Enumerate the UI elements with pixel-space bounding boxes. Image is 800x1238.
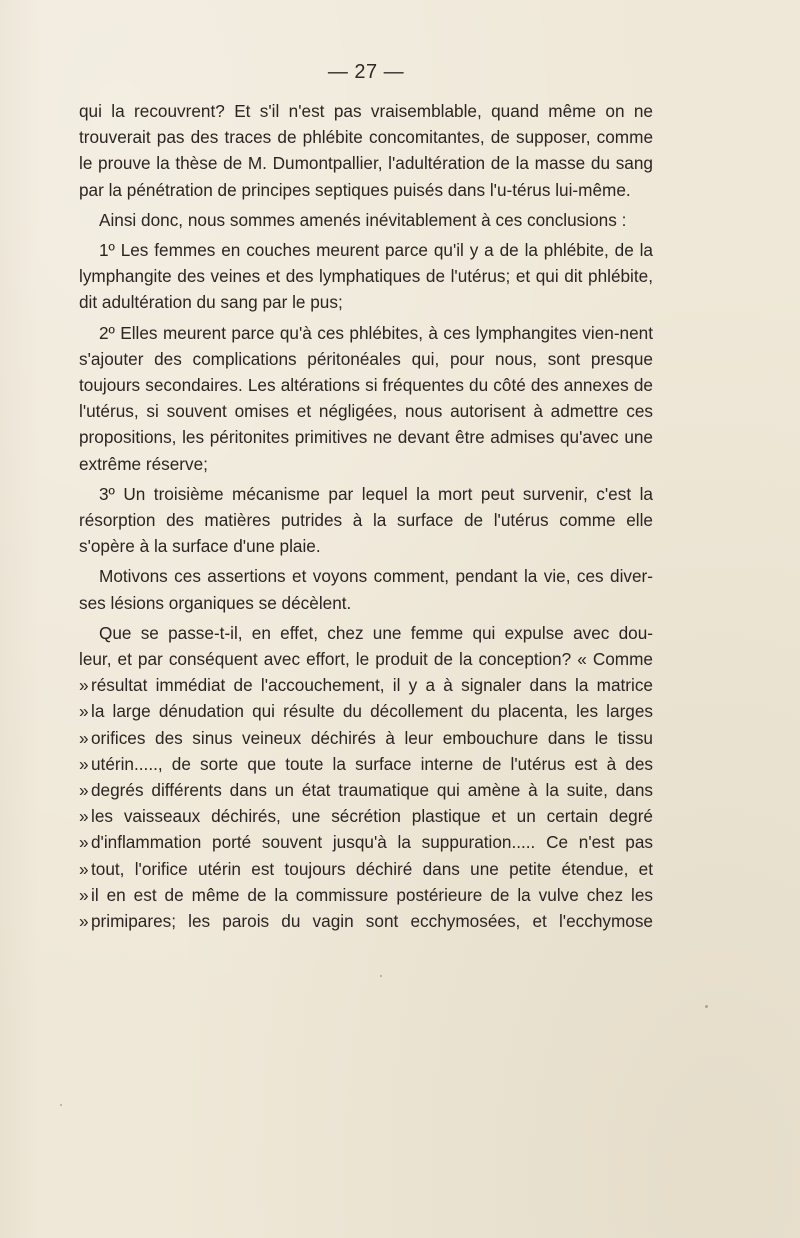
paragraph-conclusion-1: 1º Les femmes en couches meurent parce qu'il y a de la phlébite, de la lymphangite des veines et des lymphatiques de l'utérus; et qui dit phlébite, dit adultération du sang par le pus; — [79, 240, 653, 313]
quote-text: résultat immédiat de l'accouchement, il y a à signaler dans la matrice — [91, 675, 653, 696]
paragraph-conclusions-intro: Ainsi donc, nous sommes amenés inévitablement à ces conclusions : — [99, 209, 627, 230]
page-number: — 27 — — [327, 61, 405, 83]
paragraph-question-line-2: leur, et par conséquent avec effort, le produit de la conception? « Comme — [79, 649, 653, 670]
paragraph-question-line-1: Que se passe-t-il, en effet, chez une femme qui expulse avec dou- — [99, 622, 653, 643]
quote-line — [79, 908, 653, 934]
quotation-block — [79, 672, 653, 934]
quote-mark: » — [79, 675, 89, 696]
quote-mark: » — [79, 858, 89, 879]
paragraph-motivation: Motivons ces assertions et voyons comment, pendant la vie, ces diver-ses lésions organiques se décèlent. — [79, 566, 653, 613]
quote-line — [79, 751, 653, 777]
paper-speck — [60, 1104, 62, 1106]
quote-line — [79, 856, 653, 882]
paper-speck — [380, 975, 382, 977]
quote-text: utérin....., de sorte que toute la surface interne de l'utérus est à des — [91, 753, 653, 774]
quote-mark: » — [79, 780, 89, 801]
quote-line — [79, 725, 653, 751]
quote-line — [79, 829, 653, 855]
quote-line — [79, 803, 653, 829]
quote-mark: » — [79, 832, 89, 853]
quote-mark: » — [79, 701, 89, 722]
quote-mark: » — [79, 884, 89, 905]
quote-line — [79, 882, 653, 908]
quote-mark: » — [79, 806, 89, 827]
quote-mark: » — [79, 911, 89, 932]
paragraph-conclusion-3: 3º Un troisième mécanisme par lequel la mort peut survenir, c'est la résorption des matières putrides à la surface de l'utérus comme elle s'opère à la surface d'une plaie. — [79, 483, 653, 557]
paragraph-continuation: qui la recouvrent? Et s'il n'est pas vraisemblable, quand même on ne trouverait pas des traces de phlébite concomitantes, de supposer, comme le prouve la thèse de M. Dumontpallier, l'adultération de la masse du sang par la pénétration de principes septiques puisés dans l'u-térus lui-même. — [79, 101, 653, 200]
paragraph-conclusion-2: 2º Elles meurent parce qu'à ces phlébites, à ces lymphangites vien-nent s'ajouter des complications péritonéales qui, pour nous, sont presque toujours secondaires. Les altérations si fréquentes du côté des annexes de l'utérus, si souvent omises et négligées, nous autorisent à admettre ces propositions, les péritonites primitives ne devant être admises qu'avec une extrême réserve; — [79, 322, 653, 474]
quote-text: il en est de même de la commissure postérieure de la vulve chez les — [91, 884, 653, 905]
book-page — [79, 60, 653, 934]
paper-speck — [705, 1005, 708, 1008]
quote-text: tout, l'orifice utérin est toujours déchiré dans une petite étendue, et — [91, 858, 653, 879]
quote-text: la large dénudation qui résulte du décollement du placenta, les larges — [91, 701, 653, 722]
quote-mark: » — [79, 727, 89, 748]
quote-line — [79, 698, 653, 724]
quote-text: d'inflammation porté souvent jusqu'à la suppuration..... Ce n'est pas — [91, 832, 653, 853]
quote-line — [79, 777, 653, 803]
quote-text: degrés différents dans un état traumatique qui amène à la suite, dans — [91, 780, 653, 801]
quote-text: primipares; les parois du vagin sont ecchymosées, et l'ecchymose — [91, 911, 653, 932]
quote-text: les vaisseaux déchirés, une sécrétion plastique et un certain degré — [91, 806, 653, 827]
quote-line — [79, 672, 653, 698]
quote-text: orifices des sinus veineux déchirés à leur embouchure dans le tissu — [91, 727, 653, 748]
quote-mark: » — [79, 753, 89, 774]
